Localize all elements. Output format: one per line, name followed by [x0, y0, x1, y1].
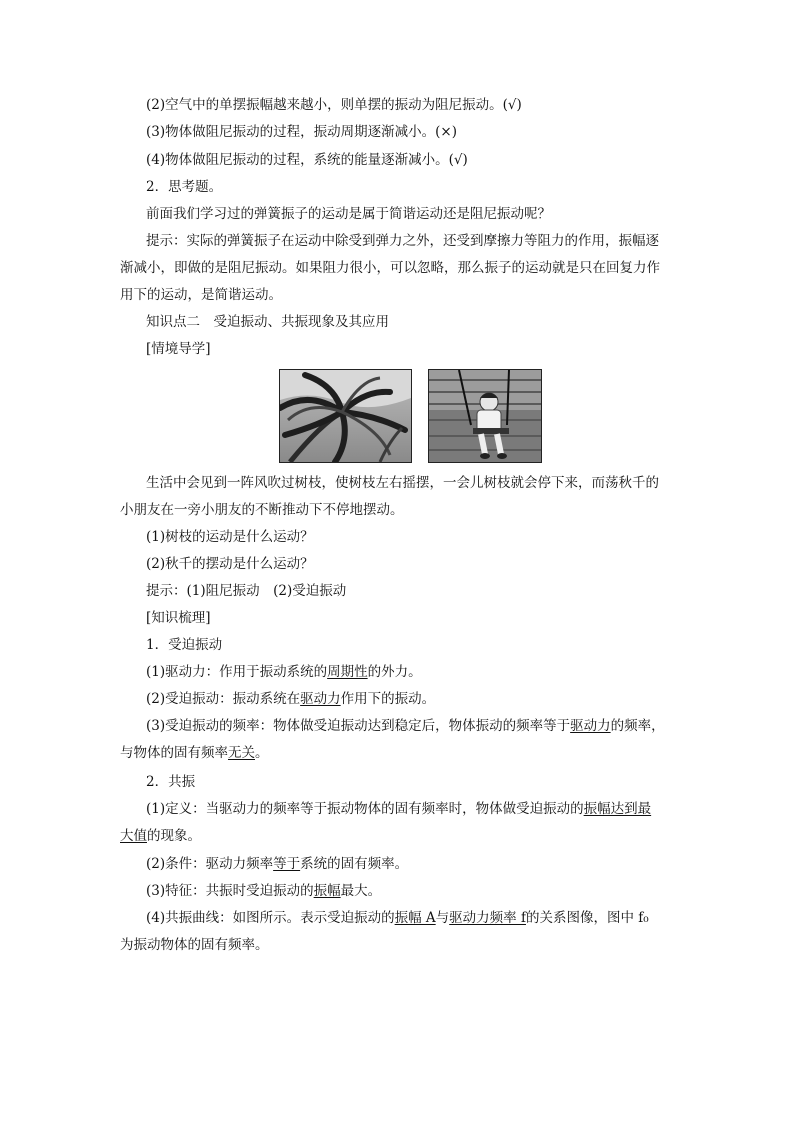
forced-point-1: (1)驱动力：作用于振动系统的周期性的外力。: [146, 664, 422, 680]
think-question: 前面我们学习过的弹簧振子的运动是属于简谐运动还是阻尼振动呢？: [146, 206, 551, 222]
resonance-definition: (1)定义：当驱动力的频率等于振动物体的固有频率时，物体做受迫振动的振幅达到最: [146, 801, 652, 817]
think-hint-line-2: 渐减小，即做的是阻尼振动。如果阻力很小，可以忽略，那么振子的运动就是只在回复力作: [120, 260, 660, 276]
think-hint-line-3: 用下的运动，是简谐运动。: [120, 287, 282, 303]
section-title: 知识点二 受迫振动、共振现象及其应用: [146, 314, 389, 330]
forced-point-3: (3)受迫振动的频率：物体做受迫振动达到稳定后，物体振动的频率等于驱动力的频率，: [146, 718, 665, 734]
judge-item-2: (2)空气中的单摆振幅越来越小，则单摆的振动为阻尼振动。(√): [146, 97, 522, 113]
summary-label: [知识梳理]: [146, 610, 211, 626]
think-hint-line-1: 提示：实际的弹簧振子在运动中除受到弹力之外，还受到摩擦力等阻力的作用，振幅逐: [146, 233, 659, 249]
scene-line-1: 生活中会见到一阵风吹过树枝，使树枝左右摇摆，一会儿树枝就会停下来，而荡秋千的: [146, 475, 659, 491]
palm-tree-photo: [279, 369, 412, 463]
resonance-condition: (2)条件：驱动力频率等于系统的固有频率。: [146, 856, 409, 872]
think-title: 2．思考题。: [146, 179, 223, 195]
resonance-feature: (3)特征：共振时受迫振动的振幅最大。: [146, 883, 382, 899]
scene-line-2: 小朋友在一旁小朋友的不断推动下不停地摆动。: [120, 502, 404, 518]
forced-title: 1．受迫振动: [146, 637, 223, 653]
intro-label: [情境导学]: [146, 341, 211, 357]
resonance-title: 2．共振: [146, 774, 196, 790]
swing-child-photo: [428, 369, 542, 463]
forced-point-3-cont: 与物体的固有频率无关。: [120, 745, 269, 761]
judge-item-3: (3)物体做阻尼振动的过程，振动周期逐渐减小。(×): [146, 124, 457, 140]
question-2: (2)秋千的摆动是什么运动？: [146, 556, 314, 572]
resonance-curve: (4)共振曲线：如图所示。表示受迫振动的振幅 A与驱动力频率 f的关系图像，图中 f₀: [146, 910, 649, 926]
resonance-definition-cont: 大值的现象。: [120, 828, 201, 844]
answer-hint: 提示：(1)阻尼振动 (2)受迫振动: [146, 583, 347, 599]
judge-item-4: (4)物体做阻尼振动的过程，系统的能量逐渐减小。(√): [146, 152, 468, 168]
question-1: (1)树枝的运动是什么运动？: [146, 529, 314, 545]
resonance-curve-cont: 为振动物体的固有频率。: [120, 937, 269, 953]
forced-point-2: (2)受迫振动：振动系统在驱动力作用下的振动。: [146, 691, 436, 707]
